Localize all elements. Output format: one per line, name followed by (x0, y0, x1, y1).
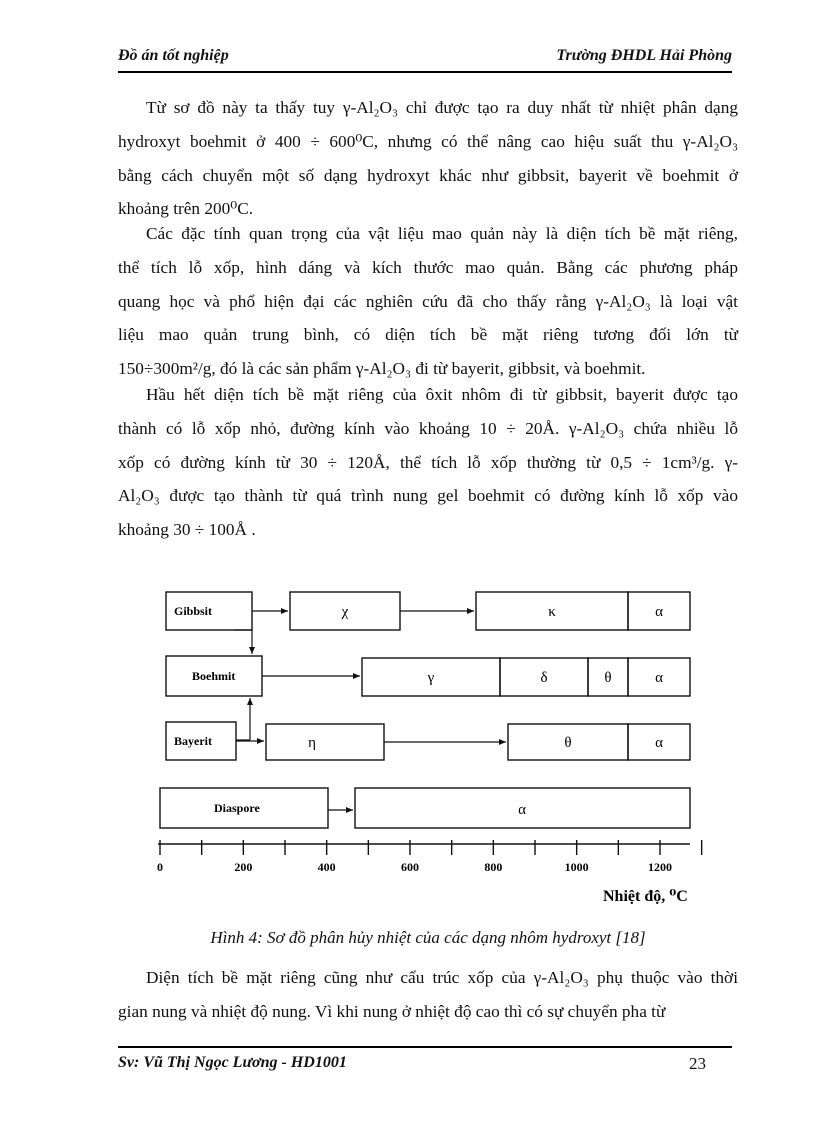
phase-kappa: κ (548, 604, 556, 620)
phase-alpha: α (655, 604, 663, 620)
text-line: thành có lỗ xốp nhỏ, đường kính vào khoảng 10 ÷ 20Å. γ-Al₂O₃ chứa nhiều lỗ (118, 418, 738, 438)
student-name: Sv: Vũ Thị Ngọc Lương - HD1001 (118, 1054, 347, 1071)
text-line: thể tích lỗ xốp, hình dáng và kích thước mao quản. Bằng các phương pháp (118, 257, 738, 277)
figure-caption: Hình 4: Sơ đồ phân hủy nhiệt của các dạng nhôm hydroxyt [18] (210, 928, 646, 947)
phase-eta: η (308, 735, 316, 751)
axis-tick-labels (157, 860, 672, 874)
text-line: khoảng 30 ÷ 100Å . (118, 520, 256, 540)
axis-ticks (160, 840, 702, 855)
header-rule (118, 71, 732, 73)
phase-chi: χ (341, 604, 349, 620)
axis-tick-label: 200 (234, 860, 253, 874)
page-number: 23 (689, 1054, 706, 1073)
text-line: Hầu hết diện tích bề mặt riêng của ôxit nhôm đi từ gibbsit, bayerit được tạo (146, 385, 738, 404)
phase-delta: δ (540, 670, 548, 686)
text-line: bằng cách chuyển một số dạng hydroxyt khác như gibbsit, bayerit về boehmit ở (118, 165, 738, 185)
text-line: Al₂O₃ được tạo thành từ quá trình nung gel boehmit có đường kính lỗ xốp vào (118, 486, 738, 506)
text-line: hydroxyt boehmit ở 400 ÷ 600⁰C, nhưng có thể nâng cao hiệu suất thu γ-Al₂O₃ (118, 131, 738, 151)
header-school: Trường ĐHDL Hải Phòng (556, 47, 732, 64)
text-line: xốp có đường kính từ 30 ÷ 120Å, thể tích lỗ xốp thường từ 0,5 ÷ 1cm³/g. γ- (118, 452, 738, 472)
gibbsit-label: Gibbsit (174, 604, 213, 618)
bayerit-label: Bayerit (174, 734, 212, 748)
phase-box (266, 724, 384, 760)
text-line: 150÷300m²/g, đó là các sản phẩm γ-Al₂O₃ đi từ bayerit, gibbsit, và boehmit. (118, 359, 646, 379)
page-footer (118, 1046, 732, 1076)
text-line: gian nung và nhiệt độ nung. Vì khi nung ở nhiệt độ cao thì có sự chuyển pha từ (118, 1001, 666, 1021)
text-line: Diện tích bề mặt riêng cũng như cấu trúc xốp của γ-Al₂O₃ phụ thuộc vào thời (146, 968, 738, 987)
boehmit-label: Boehmit (192, 669, 236, 683)
phase-gamma: γ (427, 670, 435, 686)
paragraph-4 (118, 961, 738, 1029)
axis-tick-label: 1200 (648, 860, 672, 874)
text-line: khoảng trên 200⁰C. (118, 199, 254, 219)
axis-label: Nhiệt độ, ⁰C (603, 888, 688, 905)
decomposition-diagram (148, 574, 708, 914)
axis-tick-label: 1000 (564, 860, 589, 874)
header-title: Đồ án tốt nghiệp (118, 47, 229, 64)
paragraph-2 (118, 217, 738, 386)
text-line: quang học và phổ hiện đại các nghiên cứu đã cho thấy rằng γ-Al₂O₃ là loại vật (118, 291, 738, 311)
text-line: liệu mao quản trung bình, có diện tích bề mặt riêng tương đối lớn từ (118, 325, 738, 345)
phase-alpha: α (655, 670, 663, 686)
diaspore-label: Diaspore (214, 801, 260, 815)
phase-alpha: α (518, 802, 526, 818)
footer-rule (118, 1046, 732, 1048)
paragraph-1 (118, 91, 738, 226)
axis-tick-label: 600 (401, 860, 419, 874)
phase-alpha: α (655, 735, 663, 751)
text-line: Từ sơ đồ này ta thấy tuy γ-Al₂O₃ chỉ được tạo ra duy nhất từ nhiệt phân dạng (146, 98, 738, 117)
phase-theta: θ (564, 735, 572, 751)
phase-theta: θ (604, 670, 612, 686)
text-line: Các đặc tính quan trọng của vật liệu mao quản này là diện tích bề mặt riêng, (146, 224, 738, 243)
axis-tick-label: 400 (317, 860, 336, 874)
axis-tick-label: 800 (484, 860, 503, 874)
paragraph-3 (118, 378, 738, 547)
page-header (118, 47, 732, 73)
axis-tick-label: 0 (157, 860, 163, 874)
